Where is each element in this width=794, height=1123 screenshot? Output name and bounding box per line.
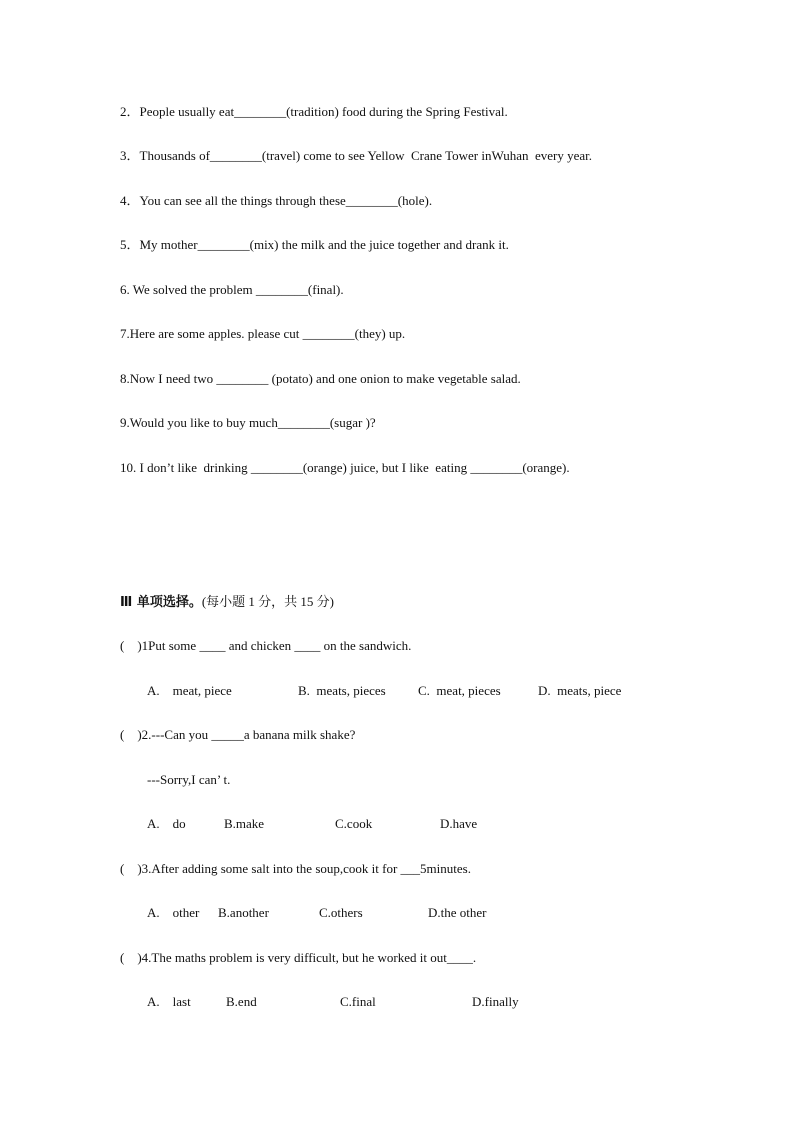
fill-item-5: 5．My mother________(mix) the milk and the juice together and drank it. bbox=[120, 237, 509, 252]
question-4-option-c: C.final bbox=[340, 994, 376, 1009]
question-4-option-d: D.finally bbox=[472, 994, 519, 1009]
fill-item-8: 8.Now I need two ________ (potato) and one onion to make vegetable salad. bbox=[120, 371, 521, 386]
question-2-reply: ---Sorry,I can’ t. bbox=[147, 772, 231, 787]
question-4-option-a: A. last bbox=[147, 994, 191, 1009]
question-2-option-a: A. do bbox=[147, 816, 186, 831]
question-2-option-b: B.make bbox=[224, 816, 265, 831]
question-4-stem: ( )4.The maths problem is very difficult, but he worked it out____. bbox=[120, 950, 477, 965]
question-3-option-c: C.others bbox=[319, 905, 363, 920]
fill-item-3: 3．Thousands of________(travel) come to see Yellow Crane Tower inWuhan every year. bbox=[120, 148, 592, 163]
fill-item-2: 2．People usually eat________(tradition) food during the Spring Festival. bbox=[120, 104, 508, 119]
question-3-stem: ( )3.After adding some salt into the soup,cook it for ___5minutes. bbox=[120, 861, 471, 876]
question-3-option-b: B.another bbox=[218, 905, 269, 920]
section-title bbox=[120, 594, 334, 611]
question-2-option-c: C.cook bbox=[335, 816, 373, 831]
fill-item-10: 10. I don’t like drinking ________(orange) juice, but I like eating ________(orange). bbox=[120, 460, 570, 475]
section-score: (每小题 1 分，共 15 分) bbox=[201, 594, 334, 609]
question-1-option-a: A. meat, piece bbox=[147, 683, 232, 698]
question-1-option-b: B. meats, pieces bbox=[298, 683, 386, 698]
question-3-option-a: A. other bbox=[147, 905, 200, 920]
fill-item-4: 4．You can see all the things through these________(hole). bbox=[120, 193, 433, 208]
question-4-option-b: B.end bbox=[226, 994, 257, 1009]
question-2-stem: ( )2.---Can you _____a banana milk shake? bbox=[120, 727, 356, 742]
question-2-option-d: D.have bbox=[440, 816, 478, 831]
fill-item-7: 7.Here are some apples. please cut ________(they) up. bbox=[120, 326, 406, 341]
fill-item-9: 9.Would you like to buy much________(sugar )? bbox=[120, 415, 376, 430]
question-1-option-d: D. meats, piece bbox=[538, 683, 622, 698]
question-1-option-c: C. meat, pieces bbox=[418, 683, 501, 698]
question-3-option-d: D.the other bbox=[428, 905, 487, 920]
question-1-stem: ( )1Put some ____ and chicken ____ on the sandwich. bbox=[120, 638, 412, 653]
section-title-text: Ⅲ 单项选择。 bbox=[120, 595, 202, 610]
fill-item-6: 6. We solved the problem ________(final). bbox=[120, 282, 344, 297]
